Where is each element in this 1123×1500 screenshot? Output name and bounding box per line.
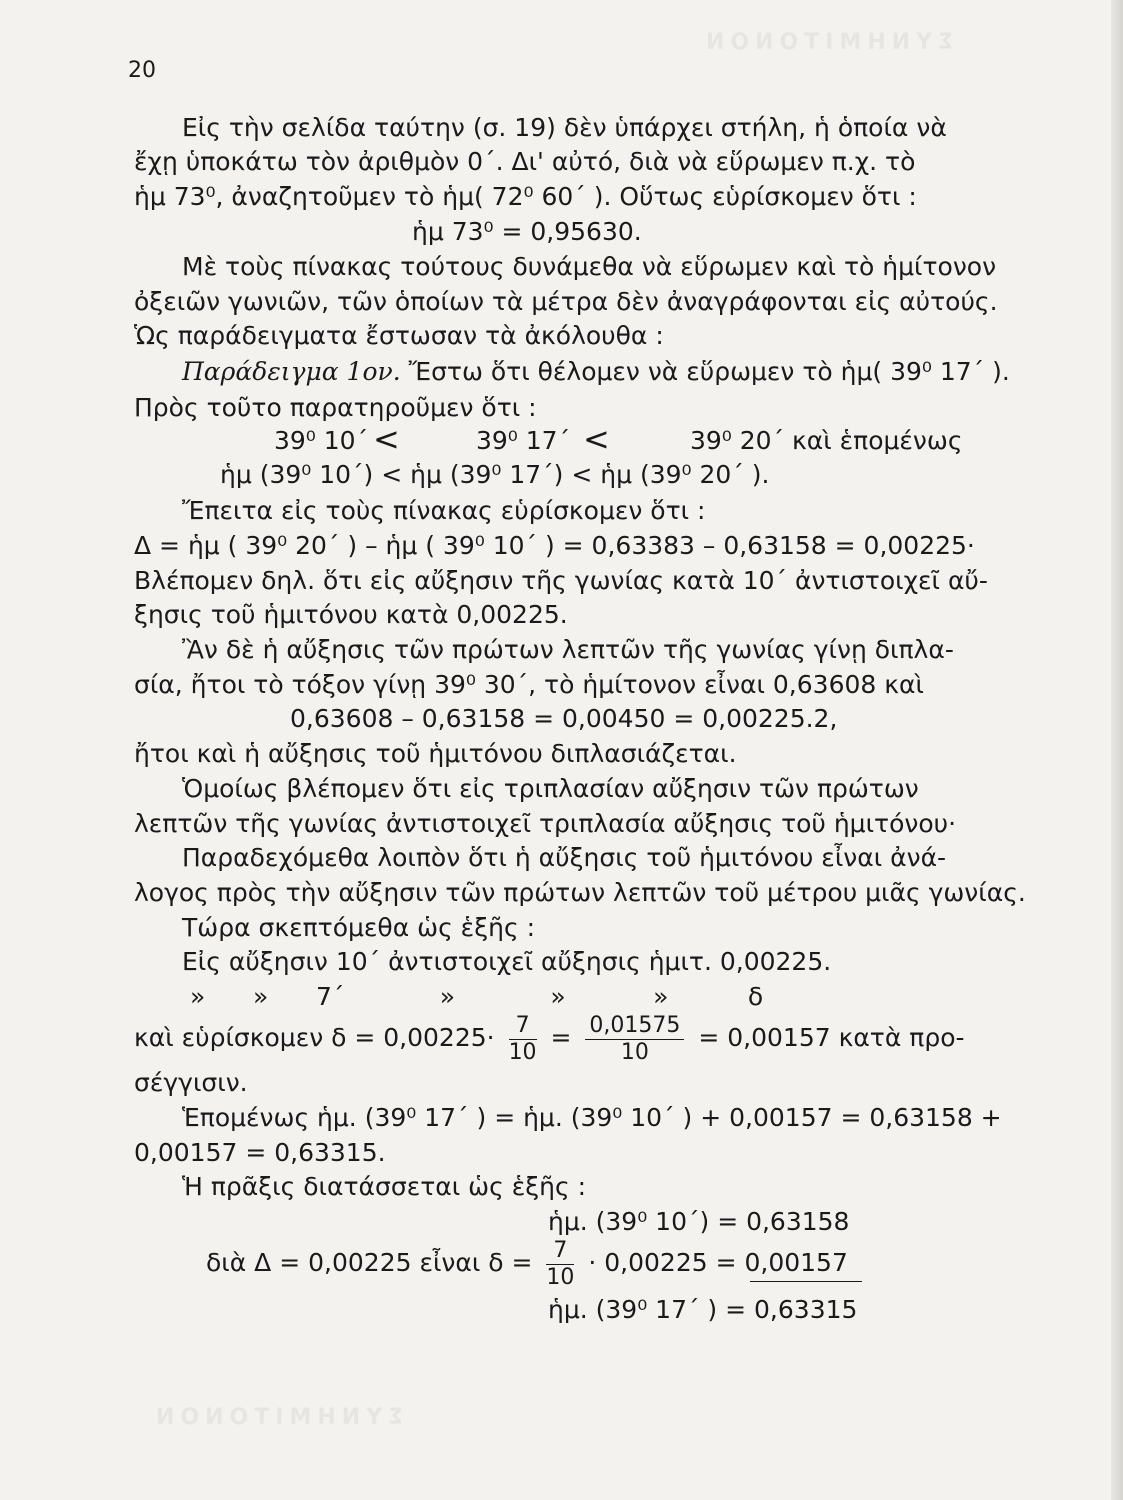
text-line: Μὲ τοὺς πίνακας τούτους δυνάμεθα νὰ εὕρωμεν καὶ τὸ ἡμίτονον — [182, 252, 997, 281]
fraction-equation — [134, 1010, 965, 1066]
page-edge — [1111, 0, 1123, 1500]
text-line: λεπτῶν τῆς γωνίας ἀντιστοιχεῖ τριπλασία αὔξησις τοῦ ἡμιτόνου· — [134, 809, 957, 838]
less-than-symbol: < — [373, 420, 400, 458]
equation: Ἑπομένως ἡμ. (39⁰ 17΄ ) = ἡμ. (39⁰ 10΄ ) + 0,00157 = 0,63158 + — [182, 1103, 1002, 1132]
text-line: σία, ἤτοι τὸ τόξον γίνῃ 39⁰ 30΄, τὸ ἡμίτονον εἶναι 0,63608 καὶ — [134, 670, 924, 699]
equation: ἡμ (39⁰ 10΄) < ἡμ (39⁰ 17΄) < ἡμ (39⁰ 20΄ ). — [220, 460, 770, 489]
less-than-symbol: < — [583, 420, 610, 458]
bleed-through-text: ΣΥΝΗΜΙΤΟΝΟΝ — [700, 30, 954, 55]
text-line: Εἰς τὴν σελίδα ταύτην (σ. 19) δὲν ὑπάρχει στήλη, ἡ ὁποία νὰ — [182, 113, 947, 142]
text-line: Ἔπειτα εἰς τοὺς πίνακας εὑρίσκομεν ὅτι : — [182, 496, 706, 525]
text-line: Τώρα σκεπτόμεθα ὡς ἑξῆς : — [182, 913, 536, 942]
text-segment: διὰ Δ = 0,00225 εἶναι δ = — [206, 1248, 533, 1277]
equation: ἡμ. (39⁰ 10΄) = 0,63158 — [548, 1207, 850, 1236]
fraction-equation — [206, 1235, 848, 1291]
equals-sign: = — [550, 1023, 572, 1052]
bleed-through-text: ΣΥΝΗΜΙΤΟΝΟΝ — [150, 1405, 404, 1430]
text-segment: καὶ εὑρίσκομεν δ = 0,00225· — [134, 1023, 495, 1052]
text-line: Πρὸς τοῦτο παρατηροῦμεν ὅτι : — [134, 393, 537, 422]
denominator: 10 — [508, 1039, 537, 1065]
page-number: 20 — [128, 58, 156, 83]
fraction — [509, 1013, 537, 1066]
text-line: Ἔστω ὅτι θέλομεν νὰ εὕρωμεν τὸ ἡμ( 39⁰ 17΄ ). — [408, 357, 1010, 386]
text-line: ἡμ 73⁰, ἀναζητοῦμεν τὸ ἡμ( 72⁰ 60΄ ). Οὕτως εὑρίσκομεν ὅτι : — [134, 182, 917, 211]
numerator: 7 — [509, 1013, 537, 1040]
text-line: ξησις τοῦ ἡμιτόνου κατὰ 0,00225. — [134, 600, 568, 629]
text-line: Ὡς παράδειγματα ἔστωσαν τὰ ἀκόλουθα : — [134, 321, 664, 350]
numerator: 0,01575 — [585, 1013, 684, 1040]
example-heading — [182, 357, 1010, 387]
text-line: ὀξειῶν γωνιῶν, τῶν ὁποίων τὰ μέτρα δὲν ἀναγράφονται εἰς αὐτούς. — [134, 287, 998, 316]
equation: ἡμ. (39⁰ 17΄ ) = 0,63315 — [548, 1295, 858, 1324]
denominator: 10 — [620, 1039, 649, 1065]
inequality-term: 39⁰ 20΄ καὶ ἑπομένως — [690, 426, 963, 455]
equation: 0,63608 – 0,63158 = 0,00450 = 0,00225.2, — [290, 704, 838, 733]
text-line: ἔχῃ ὑποκάτω τὸν ἀριθμὸν 0΄. Δι' αὐτό, διὰ νὰ εὕρωμεν π.χ. τὸ — [134, 147, 916, 176]
fraction — [546, 1238, 574, 1291]
numerator: 7 — [546, 1238, 574, 1265]
text-line: Ἂν δὲ ἡ αὔξησις τῶν πρώτων λεπτῶν τῆς γωνίας γίνῃ διπλα- — [182, 635, 954, 664]
text-line: Ἡ πρᾶξις διατάσσεται ὡς ἑξῆς : — [182, 1172, 587, 1201]
fraction — [585, 1013, 684, 1066]
inequality-term: 39⁰ 10΄ — [274, 426, 369, 455]
equation: Δ = ἡμ ( 39⁰ 20΄ ) – ἡμ ( 39⁰ 10΄ ) = 0,63383 – 0,63158 = 0,00225· — [134, 531, 975, 560]
example-label: Παράδειγμα 1ον. — [182, 357, 401, 386]
sum-underline — [750, 1281, 862, 1282]
ditto-line: » » 7΄ » » » δ — [190, 982, 764, 1011]
text-line: λογος πρὸς τὴν αὔξησιν τῶν πρώτων λεπτῶν τοῦ μέτρου μιᾶς γωνίας. — [134, 878, 1026, 907]
equation: ἡμ 73⁰ = 0,95630. — [412, 217, 642, 246]
text-line: Βλέπομεν δηλ. ὅτι εἰς αὔξησιν τῆς γωνίας κατὰ 10΄ ἀντιστοιχεῖ αὔ- — [134, 566, 988, 595]
text-segment: = 0,00157 κατὰ προ- — [698, 1023, 965, 1052]
denominator: 10 — [546, 1264, 575, 1290]
text-segment: · 0,00225 = 0,00157 — [588, 1248, 848, 1277]
text-line: 0,00157 = 0,63315. — [134, 1138, 386, 1167]
text-line: Ὁμοίως βλέπομεν ὅτι εἰς τριπλασίαν αὔξησιν τῶν πρώτων — [182, 774, 919, 803]
text-line: Εἰς αὔξησιν 10΄ ἀντιστοιχεῖ αὔξησις ἡμιτ. 0,00225. — [182, 947, 832, 976]
text-line: σέγγισιν. — [134, 1068, 248, 1097]
text-line: ἤτοι καὶ ἡ αὔξησις τοῦ ἡμιτόνου διπλασιάζεται. — [134, 739, 737, 768]
text-line: Παραδεχόμεθα λοιπὸν ὅτι ἡ αὔξησις τοῦ ἡμιτόνου εἶναι ἀνά- — [182, 843, 947, 872]
inequality-term: 39⁰ 17΄ — [476, 426, 571, 455]
